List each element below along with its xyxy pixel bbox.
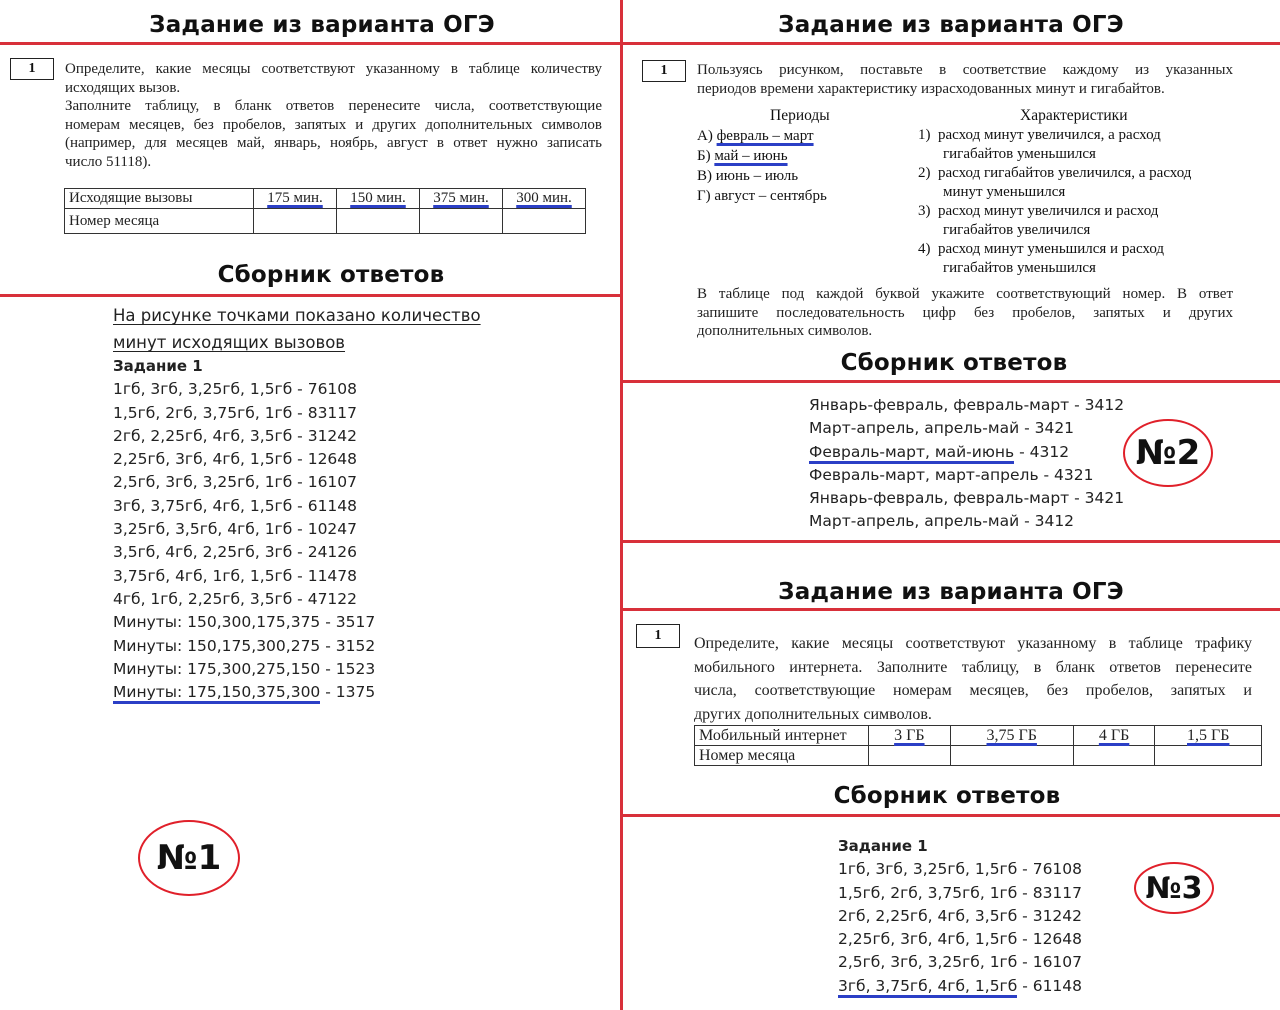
list-item: 3гб, 3,75гб, 4гб, 1,5гб - 61148 xyxy=(113,496,358,515)
panel2-task-text xyxy=(697,61,1233,98)
list-item: 1гб, 3гб, 3,25гб, 1,5гб - 76108 xyxy=(838,860,1083,879)
marked-answer: Февраль-март, май-июнь xyxy=(809,443,1014,464)
task-line: Пользуясь рисунком, поставьте в соответствие каждому из указанных xyxy=(697,62,1233,78)
table-label: Исходящие вызовы xyxy=(65,189,254,209)
list-item: 2,5гб, 3гб, 3,25гб, 1гб - 16107 xyxy=(838,953,1083,972)
table-cell: 300 мин. xyxy=(503,189,586,209)
list-item: Январь-февраль, февраль-март - 3421 xyxy=(809,489,1125,508)
panel1-header: Задание из варианта ОГЭ xyxy=(149,12,495,38)
list-item: В) июнь – июль xyxy=(697,168,799,184)
list-item: Г) август – сентябрь xyxy=(697,188,827,204)
list-item: 1гб, 3гб, 3,25гб, 1,5гб - 76108 xyxy=(113,380,358,399)
table-label: Номер месяца xyxy=(695,746,869,766)
table-cell[interactable] xyxy=(503,209,586,234)
table-cell[interactable] xyxy=(420,209,503,234)
table-cell: 1,5 ГБ xyxy=(1155,726,1262,746)
panel2-instruction xyxy=(697,285,1233,341)
marked-answer: 3гб, 3,75гб, 4гб, 1,5гб xyxy=(838,977,1017,998)
table-label: Номер месяца xyxy=(65,209,254,234)
panel2-bottom-rule xyxy=(622,540,1280,543)
task-line: других дополнительных символов. xyxy=(694,705,932,723)
table-row xyxy=(65,209,586,234)
task-line: Заполните таблицу, в бланк ответов перенесите числа, соответствующие xyxy=(65,98,602,114)
panel3-answers-list xyxy=(838,835,1082,998)
panel2-header-rule xyxy=(622,42,1280,45)
note-line: На рисунке точками показано количество xyxy=(113,306,481,325)
list-item: 1,5гб, 2гб, 3,75гб, 1гб - 83117 xyxy=(113,403,358,422)
list-item: Минуты: 150,175,300,275 - 3152 xyxy=(113,636,376,655)
list-item: Февраль-март, март-апрель - 4321 xyxy=(809,465,1094,484)
list-item: Б) май – июнь xyxy=(697,148,788,164)
panel1-answers-rule xyxy=(0,294,620,297)
task-line: Определите, какие месяцы соответствуют указанному в таблице трафику xyxy=(694,635,1252,652)
table-cell[interactable] xyxy=(254,209,337,234)
panel1-answers-header: Сборник ответов xyxy=(217,262,445,288)
panel3-task-number: 1 xyxy=(636,624,680,648)
periods-header: Периоды xyxy=(770,107,830,124)
panel1-answers-list xyxy=(113,355,375,704)
task-line: дополнительных символов. xyxy=(697,323,873,339)
list-item: 3,5гб, 4гб, 2,25гб, 3гб - 24126 xyxy=(113,543,358,562)
list-item: 2) расход гигабайтов увеличился, а расход минут уменьшился xyxy=(918,165,1192,200)
list-item: 2,25гб, 3гб, 4гб, 1,5гб - 12648 xyxy=(838,930,1083,949)
panel3-answers-header: Сборник ответов xyxy=(833,783,1061,809)
list-item: 2,25гб, 3гб, 4гб, 1,5гб - 12648 xyxy=(113,450,358,469)
list-item: Минуты: 150,300,175,375 - 3517 xyxy=(113,613,376,632)
panel3-header-rule xyxy=(622,608,1280,611)
list-item: Январь-февраль, февраль-март - 3412 xyxy=(809,396,1125,414)
list-item: Февраль-март, май-июнь - 4312 xyxy=(809,441,1124,464)
task-line: число 51118). xyxy=(65,153,152,170)
list-item: 3) расход минут увеличился и расход гигабайтов увеличился xyxy=(918,203,1159,238)
panel1-task-number: 1 xyxy=(10,58,54,80)
table-cell[interactable] xyxy=(1155,746,1262,766)
panel3-task-text xyxy=(694,632,1252,726)
list-item: 3,25гб, 3,5гб, 4гб, 1гб - 10247 xyxy=(113,520,358,539)
table-cell[interactable] xyxy=(1073,746,1155,766)
task-line: исходящих вызов. xyxy=(65,79,181,96)
panel2-header: Задание из варианта ОГЭ xyxy=(778,12,1124,38)
list-item: Минуты: 175,150,375,300 - 1375 xyxy=(113,681,375,704)
table-cell: 175 мин. xyxy=(254,189,337,209)
list-item: 4) расход минут уменьшился и расход гигабайтов уменьшился xyxy=(918,241,1165,276)
table-row xyxy=(65,189,586,209)
panel2-task-number: 1 xyxy=(642,60,686,82)
list-item: 1,5гб, 2гб, 3,75гб, 1гб - 83117 xyxy=(838,883,1083,902)
table-row xyxy=(695,746,1262,766)
list-item: 2гб, 2,25гб, 4гб, 3,5гб - 31242 xyxy=(113,426,358,445)
panel2-badge: №2 xyxy=(1123,419,1213,487)
panel3-badge: №3 xyxy=(1134,862,1214,914)
panel2-answers-header: Сборник ответов xyxy=(840,350,1068,376)
panel1-badge: №1 xyxy=(138,820,240,896)
task-line: (например, для месяцев май, январь, ноябрь, август в ответ нужно записать xyxy=(65,135,602,151)
task-line: запишите последовательность цифр без пробелов, запятых и других xyxy=(697,304,1233,321)
table-cell: 4 ГБ xyxy=(1073,726,1155,746)
vertical-divider xyxy=(620,0,623,1010)
list-item: 4гб, 1гб, 2,25гб, 3,5гб - 47122 xyxy=(113,589,358,608)
panel3-internet-table xyxy=(694,725,1262,766)
panel1-header-rule xyxy=(0,42,620,45)
task-line: В таблице под каждой буквой укажите соответствующий номер. В ответ xyxy=(697,286,1233,302)
table-cell[interactable] xyxy=(869,746,951,766)
task-line: мобильного интернета. Заполните таблицу, в бланк ответов перенесите xyxy=(694,658,1252,676)
periods-list xyxy=(697,126,827,206)
task-label: Задание 1 xyxy=(113,357,203,375)
panel2-answers-list xyxy=(809,394,1124,534)
panel1-note xyxy=(113,302,481,356)
list-item: 1) расход минут увеличился, а расход гигабайтов уменьшился xyxy=(918,127,1161,162)
marked-answer: Минуты: 175,150,375,300 xyxy=(113,683,320,704)
list-item: Март-апрель, апрель-май - 3412 xyxy=(809,512,1075,531)
panel1-task-text xyxy=(65,60,602,171)
task-line: периодов времени характеристику израсходованных минут и гигабайтов. xyxy=(697,80,1165,97)
panel2-answers-rule xyxy=(622,380,1280,383)
task-line: числа, соответствующие номерам месяцев, без пробелов, запятых и xyxy=(694,682,1252,699)
task-line: Определите, какие месяцы соответствуют указанному в таблице количеству xyxy=(65,61,602,77)
table-cell[interactable] xyxy=(950,746,1073,766)
characteristics-list xyxy=(918,126,1191,278)
list-item: 2,5гб, 3гб, 3,25гб, 1гб - 16107 xyxy=(113,473,358,492)
panel3-answers-rule xyxy=(622,814,1280,817)
list-item: 3гб, 3,75гб, 4гб, 1,5гб - 61148 xyxy=(838,975,1082,998)
list-item: 2гб, 2,25гб, 4гб, 3,5гб - 31242 xyxy=(838,906,1083,925)
list-item: 3,75гб, 4гб, 1гб, 1,5гб - 11478 xyxy=(113,566,358,585)
table-cell: 3 ГБ xyxy=(869,726,951,746)
panel1-calls-table xyxy=(64,188,586,234)
table-row xyxy=(695,726,1262,746)
list-item: А) февраль – март xyxy=(697,128,814,144)
task-line: номерам месяцев, без пробелов, запятых и других дополнительных символов xyxy=(65,116,602,133)
table-label: Мобильный интернет xyxy=(695,726,869,746)
note-line: минут исходящих вызовов xyxy=(113,333,346,352)
table-cell[interactable] xyxy=(337,209,420,234)
list-item: Март-апрель, апрель-май - 3421 xyxy=(809,419,1075,438)
table-cell: 375 мин. xyxy=(420,189,503,209)
table-cell: 3,75 ГБ xyxy=(950,726,1073,746)
characteristics-header: Характеристики xyxy=(1020,107,1128,124)
list-item: Минуты: 175,300,275,150 - 1523 xyxy=(113,659,376,678)
task-label: Задание 1 xyxy=(838,837,928,855)
panel3-header: Задание из варианта ОГЭ xyxy=(778,579,1124,605)
table-cell: 150 мин. xyxy=(337,189,420,209)
